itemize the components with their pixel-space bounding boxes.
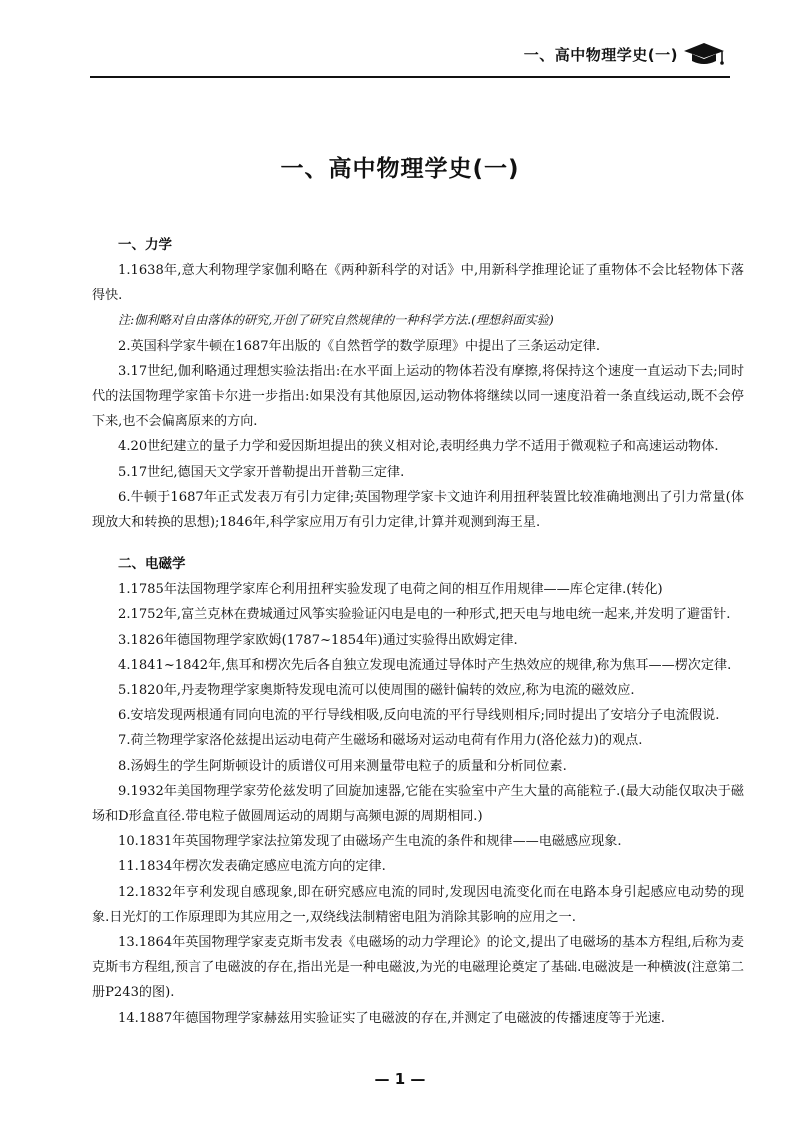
paragraph: 5.17世纪,德国天文学家开普勒提出开普勒三定律.	[118, 464, 405, 480]
paragraph: 3.17世纪,伽利略通过理想实验法指出:在水平面上运动的物体若没有摩擦,将保持这个速度一直运动下去;同时代的法国物理学家笛卡尔进一步指出:如果没有其他原因,运动物体将继续以同一速度沿着一条直线运动,既不会停下来,也不会偏离原来的方向.	[92, 363, 744, 430]
paragraph: 6.牛顿于1687年正式发表万有引力定律;英国物理学家卡文迪许利用扭秤装置比较准确地测出了引力常量(体现放大和转换的思想);1846年,科学家应用万有引力定律,计算并观测到海王星.	[92, 489, 744, 531]
paragraph: 7.荷兰物理学家洛伦兹提出运动电荷产生磁场和磁场对运动电荷有作用力(洛伦兹力)的观点.	[118, 733, 643, 749]
paragraph: 5.1820年,丹麦物理学家奥斯特发现电流可以使周围的磁针偏转的效应,称为电流的磁效应.	[118, 683, 635, 699]
paragraph: 1.1638年,意大利物理学家伽利略在《两种新科学的对话》中,用新科学推理论证了重物体不会比轻物体下落得快.	[92, 263, 744, 304]
running-header-title: 一、高中物理学史(一)	[523, 46, 678, 64]
page-title: 一、高中物理学史(一)	[280, 156, 520, 182]
paragraph: 8.汤姆生的学生阿斯顿设计的质谱仪可用来测量带电粒子的质量和分析同位素.	[118, 758, 567, 774]
paragraph: 12.1832年亨利发现自感现象,即在研究感应电流的同时,发现因电流变化而在电路本身引起感应电动势的现象.日光灯的工作原理即为其应用之一,双绕线法制精密电阻为消除其影响的应用之一.	[92, 884, 744, 925]
paragraph: 10.1831年英国物理学家法拉第发现了由磁场产生电流的条件和规律——电磁感应现象.	[118, 834, 622, 850]
section-heading-electromagnetism: 二、电磁学	[118, 556, 186, 573]
paragraph: 9.1932年美国物理学家劳伦兹发明了回旋加速器,它能在实验室中产生大量的高能粒子.(最大动能仅取决于磁场和D形盒直径.带电粒子做圆周运动的周期与高频电源的周期相同.)	[92, 783, 744, 825]
page-number: — 1 —	[374, 1070, 426, 1088]
paragraph: 13.1864年英国物理学家麦克斯韦发表《电磁场的动力学理论》的论文,提出了电磁场的基本方程组,后称为麦克斯韦方程组,预言了电磁波的存在,指出光是一种电磁波,为光的电磁理论奠定了基础.电磁波是一种横波(注意第二册P243的图).	[92, 935, 744, 1001]
paragraph: 14.1887年德国物理学家赫兹用实验证实了电磁波的存在,并测定了电磁波的传播速度等于光速.	[118, 1010, 665, 1026]
section-heading-mechanics: 一、力学	[118, 237, 172, 253]
paragraph: 2.1752年,富兰克林在费城通过风筝实验验证闪电是电的一种形式,把天电与地电统一起来,并发明了避雷针.	[118, 607, 731, 623]
paragraph: 6.安培发现两根通有同向电流的平行导线相吸,反向电流的平行导线则相斥;同时提出了安培分子电流假说.	[118, 708, 720, 724]
paragraph: 4.1841~1842年,焦耳和楞次先后各自独立发现电流通过导体时产生热效应的规律,称为焦耳——楞次定律.	[118, 657, 732, 673]
paragraph: 1.1785年法国物理学家库仑利用扭秤实验发现了电荷之间的相互作用规律——库仑定律.(转化)	[118, 582, 663, 598]
running-header	[90, 30, 730, 78]
paragraph: 2.英国科学家牛顿在1687年出版的《自然哲学的数学原理》中提出了三条运动定律.	[118, 338, 601, 354]
paragraph: 4.20世纪建立的量子力学和爱因斯坦提出的狭义相对论,表明经典力学不适用于微观粒子和高速运动物体.	[118, 439, 719, 455]
paragraph: 3.1826年德国物理学家欧姆(1787~1854年)通过实验得出欧姆定律.	[118, 632, 518, 648]
paragraph: 11.1834年楞次发表确定感应电流方向的定律.	[118, 859, 386, 875]
graduation-cap-icon	[682, 40, 726, 66]
note: 注:伽利略对自由落体的研究,开创了研究自然规律的一种科学方法.(理想斜面实验)	[118, 313, 554, 328]
document-body	[92, 232, 744, 1031]
